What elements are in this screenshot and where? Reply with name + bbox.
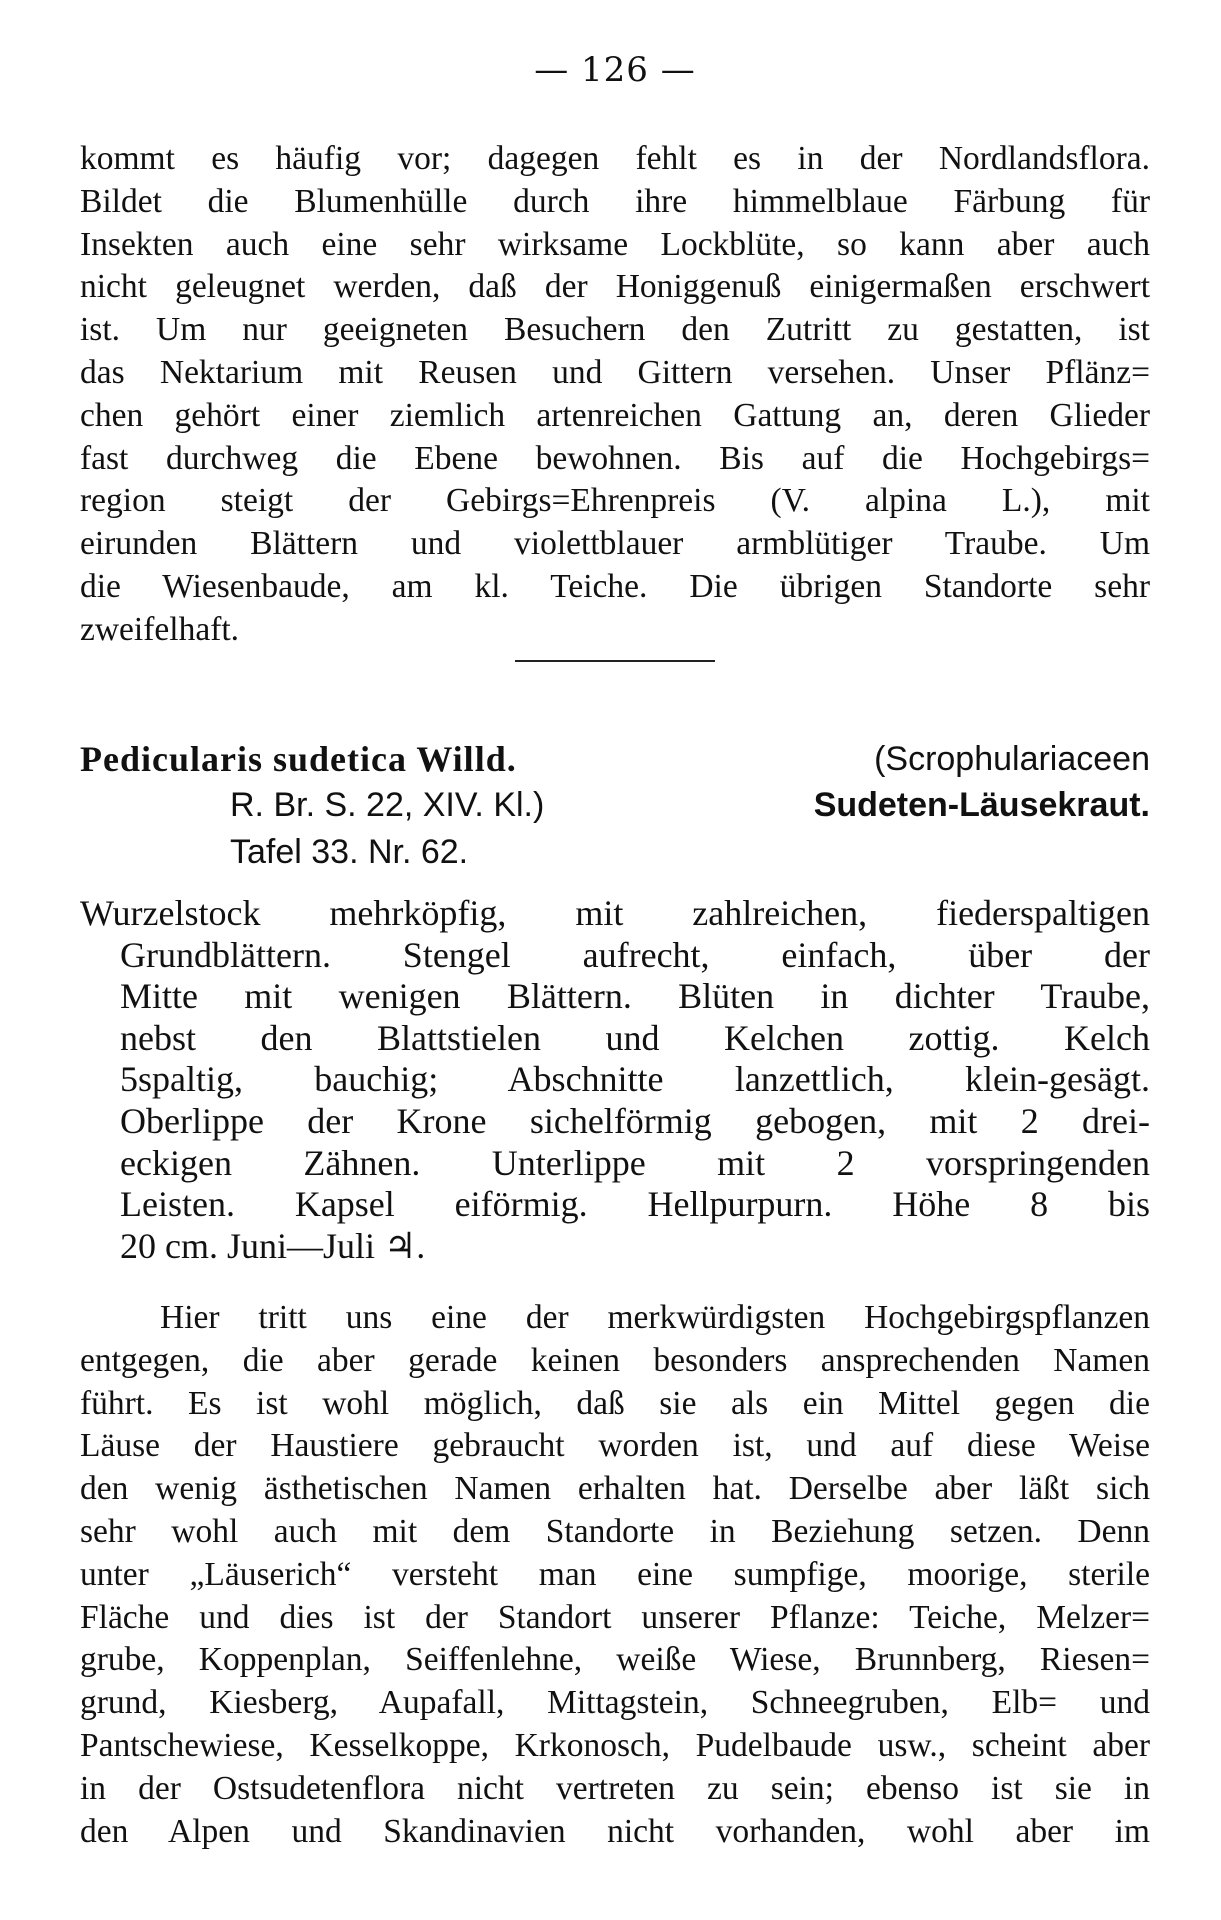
species-heading: [80, 737, 1150, 874]
description-line: Grundblättern. Stengel aufrecht, einfach, über der: [120, 934, 1150, 975]
text-line: region steigt der Gebirgs=Ehrenpreis (V. alpina L.), mit: [80, 482, 1150, 520]
text-line: führt. Es ist wohl möglich, daß sie als ein Mittel gegen die: [80, 1384, 1150, 1422]
text-line: kommt es häufig vor; dagegen fehlt es in der Nordlandsflora.: [80, 140, 1150, 177]
species-name: Pedicularis sudetica Willd.: [80, 739, 517, 779]
description-line: 20 cm. Juni—Juli ♃.: [120, 1225, 426, 1266]
text-line: entgegen, die aber gerade keinen besonders ansprechenden Namen: [80, 1341, 1150, 1379]
family-name: (Scrophulariaceen: [874, 740, 1150, 778]
classification-reference: R. Br. S. 22, XIV. Kl.): [230, 786, 545, 824]
text-line: den Alpen und Skandinavien nicht vorhanden, wohl aber im: [80, 1812, 1150, 1850]
plate-reference: Tafel 33. Nr. 62.: [230, 833, 469, 871]
text-line: Pantschewiese, Kesselkoppe, Krkonosch, Pudelbaude usw., scheint aber: [80, 1726, 1150, 1764]
book-page: [80, 0, 1150, 1920]
text-line: Fläche und dies ist der Standort unserer Pflanze: Teiche, Melzer=: [80, 1598, 1150, 1636]
text-line: Insekten auch eine sehr wirksame Lockblüte, so kann aber auch: [80, 225, 1150, 263]
text-line: das Nektarium mit Reusen und Gittern versehen. Unser Pflänz=: [80, 353, 1150, 391]
description-line: Wurzelstock mehrköpfig, mit zahlreichen, fiederspaltigen: [80, 893, 1150, 933]
text-line: ist. Um nur geeigneten Besuchern den Zutritt zu gestatten, ist: [80, 311, 1150, 349]
text-line: Läuse der Haustiere gebraucht worden ist, und auf diese Weise: [80, 1427, 1150, 1465]
text-line: nicht geleugnet werden, daß der Honiggenuß einigermaßen erschwert: [80, 268, 1150, 306]
text-line: grund, Kiesberg, Aupafall, Mittagstein, Schneegruben, Elb= und: [80, 1684, 1150, 1722]
paragraph-pedicularis-notes: [80, 1297, 1150, 1853]
text-line: eirunden Blättern und violettblauer armblütiger Traube. Um: [80, 525, 1150, 563]
description-line: nebst den Blattstielen und Kelchen zottig. Kelch: [120, 1017, 1150, 1058]
description-line: 5spaltig, bauchig; Abschnitte lanzettlich, klein-gesägt.: [120, 1059, 1150, 1100]
text-line: grube, Koppenplan, Seiffenlehne, weiße Wiese, Brunnberg, Riesen=: [80, 1641, 1150, 1679]
text-line: unter „Läuserich“ versteht man eine sumpfige, moorige, sterile: [80, 1555, 1150, 1593]
paragraph-speedwell-continued: [80, 138, 1150, 652]
description-line: eckigen Zähnen. Unterlippe mit 2 vorspringenden: [120, 1142, 1150, 1183]
description-line: Mitte mit wenigen Blättern. Blüten in dichter Traube,: [120, 976, 1150, 1017]
text-line: in der Ostsudetenflora nicht vertreten zu sein; ebenso ist sie in: [80, 1769, 1150, 1807]
species-description: [80, 893, 1150, 1267]
text-line: die Wiesenbaude, am kl. Teiche. Die übrigen Standorte sehr: [80, 567, 1150, 605]
text-line: zweifelhaft.: [80, 610, 240, 648]
description-line: Leisten. Kapsel eiförmig. Hellpurpurn. Höhe 8 bis: [120, 1184, 1150, 1225]
text-line: sehr wohl auch mit dem Standorte in Beziehung setzen. Denn: [80, 1512, 1150, 1550]
description-line: Oberlippe der Krone sichelförmig gebogen, mit 2 drei-: [120, 1100, 1150, 1141]
text-line: Hier tritt uns eine der merkwürdigsten Hochgebirgspflanzen: [160, 1299, 1150, 1336]
text-line: Bildet die Blumenhülle durch ihre himmelblaue Färbung für: [80, 182, 1150, 220]
page-number: — 126 —: [534, 50, 696, 90]
text-line: den wenig ästhetischen Namen erhalten hat. Derselbe aber läßt sich: [80, 1470, 1150, 1508]
german-name: Sudeten-Läusekraut.: [813, 786, 1150, 824]
section-divider: [515, 660, 715, 662]
text-line: chen gehört einer ziemlich artenreichen Gattung an, deren Glieder: [80, 396, 1150, 434]
text-line: fast durchweg die Ebene bewohnen. Bis auf die Hochgebirgs=: [80, 439, 1150, 477]
